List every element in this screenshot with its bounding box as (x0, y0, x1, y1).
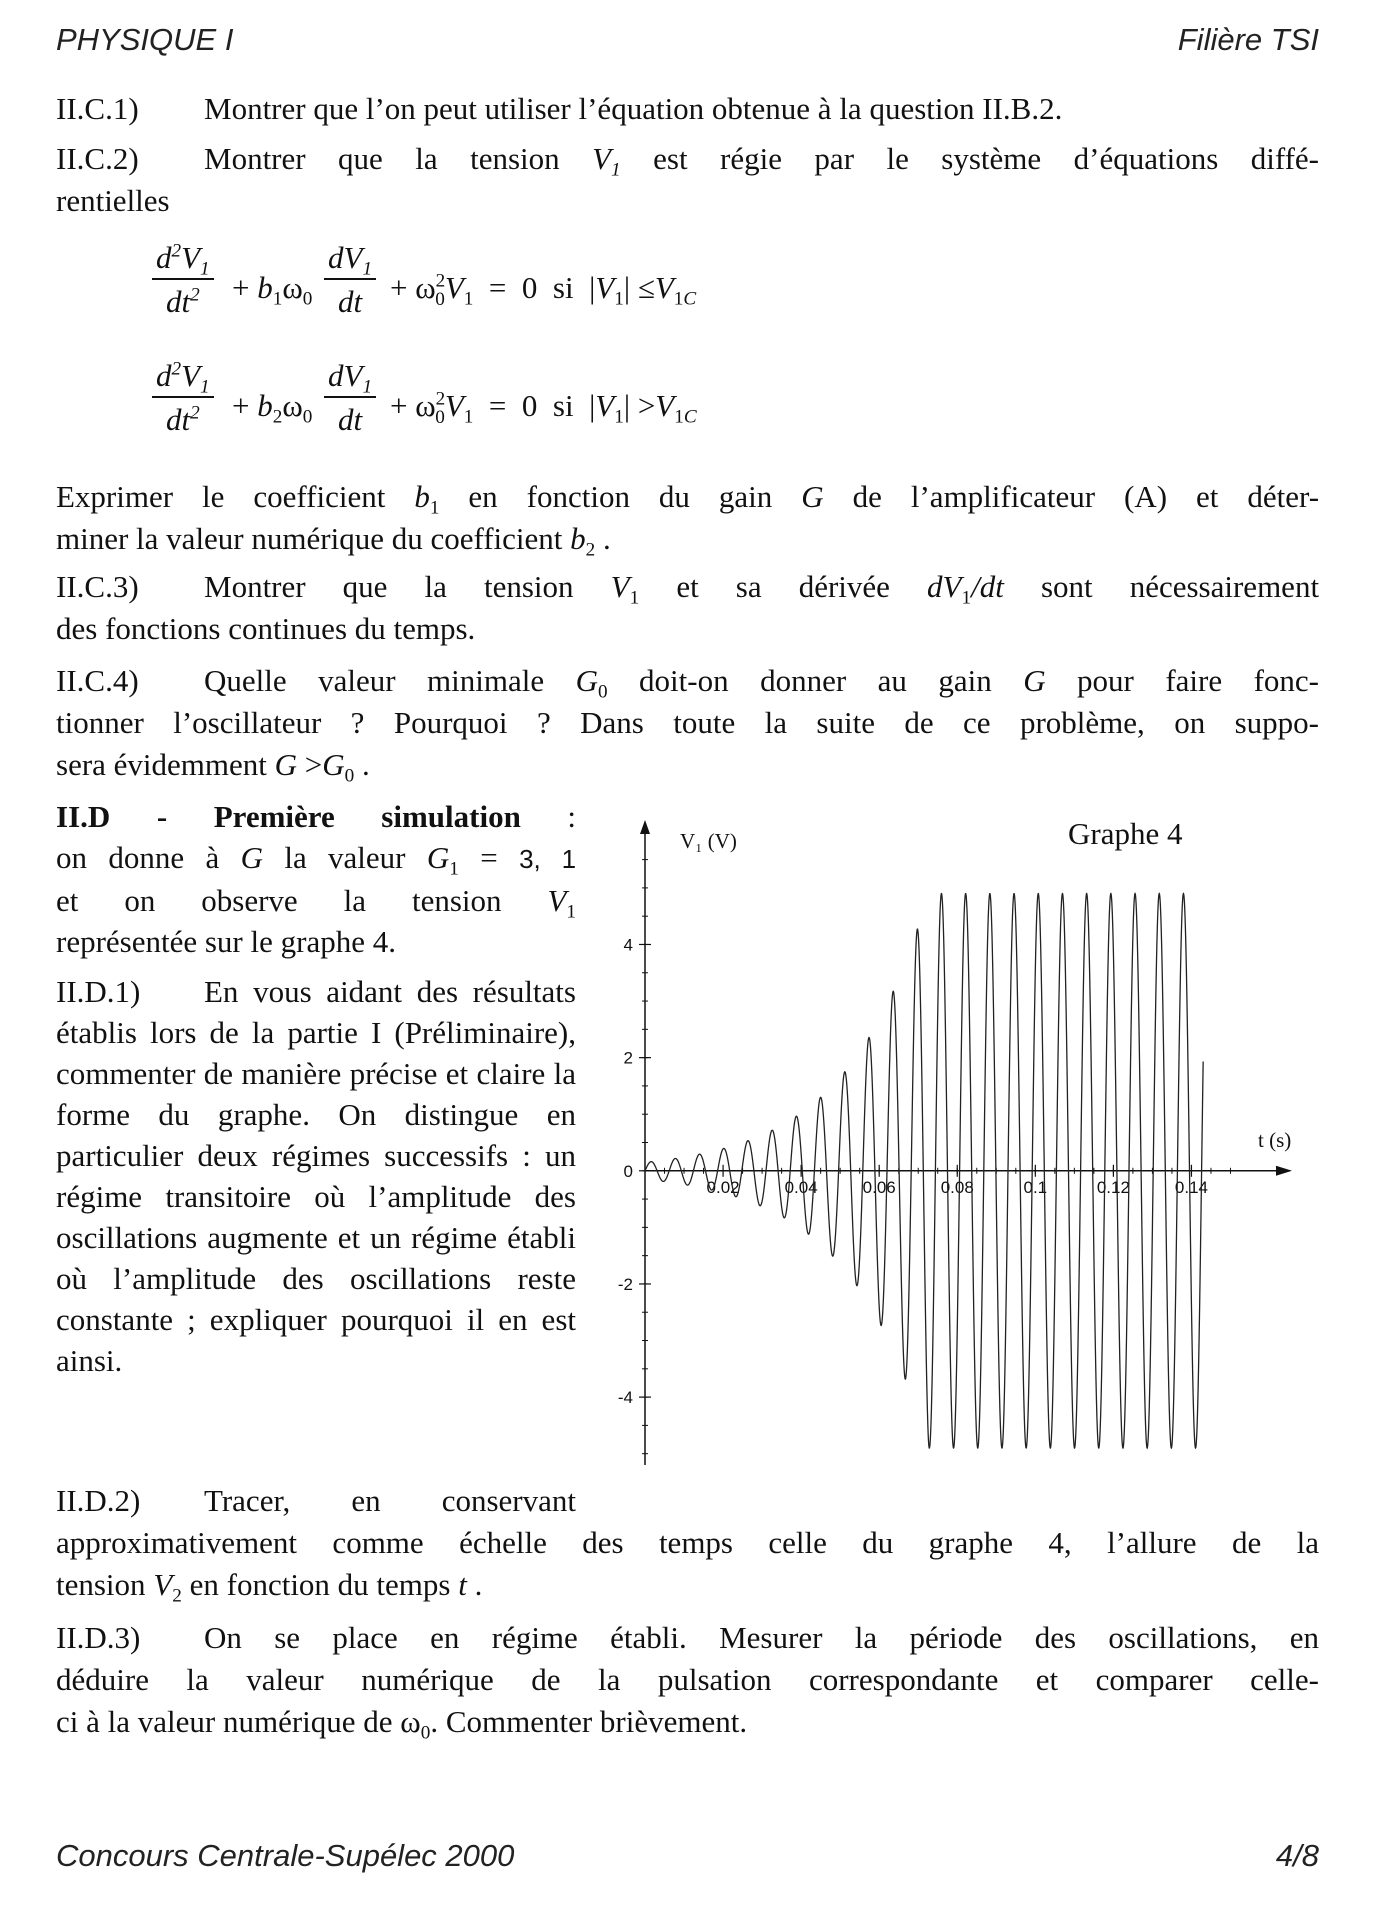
footer-right: 4/8 (1275, 1838, 1319, 1873)
section-d-column: II.D - Première simulation : on donne à G la valeur $G_1 = 3$, 1 et on observe la tension $V_1$ représentée sur le graphe 4. II.D.1) En vous aidant des résultats établis lors de la partie I (Préliminaire), commenter de manière précise et claire la forme du graphe. On distingue en particulier deux régimes successifs : un régime transitoire où l’amplitude des oscillations augmente et un régime établi où l’amplitude des oscillations reste constante ; expliquer pourquoi il en est ainsi. (56, 799, 577, 1378)
y-tick-label: 0 (623, 1161, 633, 1181)
chart-xlabel: t (s) (1258, 1128, 1292, 1152)
x-tick-label: 0.08 (940, 1177, 974, 1197)
question-label: II.C.1) (56, 91, 139, 126)
equation-1: $\frac{d^2V_1}{dt^2}$ + $b_1\omega_0$ $\frac{dV_1}{dt}$ + $\omega^2_0V_1 = 0$ si $|V_1| \le V_{1C}$ (152, 240, 852, 340)
question-text: En vous aidant des résultats établis lors de la partie I (Préliminaire), commenter de manière précise et claire la forme du graphe. On distingue en particulier deux régimes successifs : un régime transitoire où l’amplitude des oscillations augmente et un régime établi où l’amplitude des oscillations reste constante ; expliquer pourquoi il en est ainsi. (56, 974, 576, 1378)
question-label: II.D.2) (56, 1483, 141, 1518)
question-c2: II.C.2) Montrer que la tension $V_1$ est régie par le système d’équations diffé- rentielles (56, 138, 1319, 222)
question-d2: II.D.2) Tracer, en conservant approximativement comme échelle des temps celle du graphe 4, l’allure de la tension $V_2$ en fonction du temps t . (56, 1480, 1319, 1606)
equation-2: $\frac{d^2V_1}{dt^2}$ + $b_2\omega_0$ $\frac{dV_1}{dt}$ + $\omega^2_0V_1 = 0$ si $|V_1| >V_{1C}$ (152, 358, 852, 458)
question-label: II.C.4) (56, 663, 139, 698)
x-tick-label: 0.14 (1174, 1177, 1208, 1197)
header-left: PHYSIQUE I (56, 22, 234, 57)
question-text: Montrer que l’on peut utiliser l’équation obtenue à la question II.B.2. (204, 91, 1063, 126)
chart-title: Graphe 4 (1068, 816, 1183, 851)
paragraph-exprimer: Exprimer le coefficient $b_1$ en fonction du gain G de l’amplificateur (A) et déter- miner la valeur numérique du coefficient $b_2$ . (56, 479, 1320, 561)
question-c1 (56, 88, 1319, 130)
question-label: II.D.3) (56, 1620, 141, 1655)
footer-left: Concours Centrale-Supélec 2000 (56, 1838, 515, 1873)
x-tick-label: 0.04 (784, 1177, 818, 1197)
chart-ticks (618, 831, 1231, 1453)
section-title: II.D - Première simulation (56, 799, 521, 834)
question-d3: II.D.3) On se place en régime établi. Mesurer la période des oscillations, en déduire la valeur numérique de la pulsation correspondante et comparer celle- ci à la valeur numérique de $\omega_0$. Commenter brièvement. (56, 1617, 1319, 1743)
graphe-4 (590, 800, 1310, 1480)
chart-axes (640, 820, 1292, 1465)
y-tick-label: 2 (623, 1048, 633, 1068)
chart-ylabel: V₁ (V) (680, 829, 737, 853)
x-tick-label: 0.1 (1023, 1177, 1048, 1197)
chart-svg (590, 800, 1310, 1480)
y-tick-label: 4 (623, 935, 633, 955)
y-tick-label: -4 (617, 1388, 633, 1408)
x-tick-label: 0.06 (862, 1177, 896, 1197)
question-c4: II.C.4) Quelle valeur minimale $G_0$ doit-on donner au gain G pour faire fonc- tionner l’oscillateur ? Pourquoi ? Dans toute la suite de ce problème, on suppo- sera évidemment $G >G_0$ . (56, 660, 1319, 786)
header-right: Filière TSI (1177, 22, 1319, 57)
question-c3: II.C.3) Montrer que la tension $V_1$ et sa dérivée $dV_1/dt$ sont nécessairement des fonctions continues du temps. (56, 566, 1319, 650)
x-axis-arrow (1276, 1166, 1292, 1176)
question-label: II.C.2) (56, 141, 139, 176)
question-label: II.D.1) (56, 974, 141, 1009)
y-tick-label: -2 (617, 1274, 633, 1294)
y-axis-arrow (640, 820, 650, 834)
x-tick-label: 0.02 (706, 1177, 740, 1197)
x-tick-label: 0.12 (1096, 1177, 1130, 1197)
question-label: II.C.3) (56, 569, 139, 604)
